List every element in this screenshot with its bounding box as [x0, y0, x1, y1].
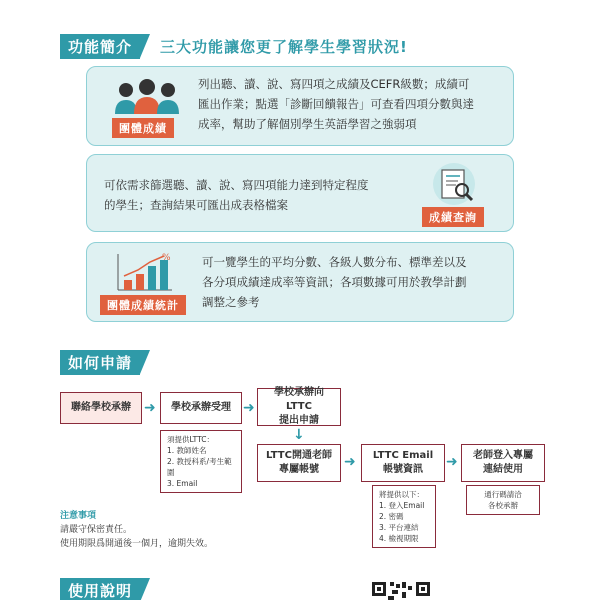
flow-step-contact-school: 聯絡學校承辦 [60, 392, 142, 424]
qr-code-icon [372, 582, 432, 600]
usage-tag: 使用說明 [60, 578, 140, 600]
arrow-right-icon: ➜ [243, 400, 255, 416]
apply-tag: 如何申請 [60, 350, 140, 375]
feature-text-group-scores: 列出聽、讀、說、寫四項之成績及CEFR級數；成績可 匯出作業；點選「診斷回饋報告」可查看四項分數與達 成率，幫助了解個別學生英語學習之強弱項 [198, 77, 474, 131]
note-required-info: 須提供LTTC： 1. 教師姓名 2. 教授科系/考生範圍 3. Email [160, 430, 242, 493]
flow-step-school-applies: 學校承辦向LTTC 提出申請 [257, 388, 341, 426]
features-tag: 功能簡介 [60, 34, 140, 59]
people-icon [112, 76, 182, 116]
badge-group-scores: 團體成績 [112, 118, 174, 138]
badge-group-stats: 團體成績統計 [100, 295, 186, 315]
usage-section-header [60, 578, 140, 600]
arrow-right-icon: ➜ [446, 454, 458, 470]
arrow-down-icon: ↓ [293, 427, 305, 443]
note-passcode: 通行碼請洽 各校承辦 [466, 485, 540, 515]
features-subtitle: 三大功能讓您更了解學生學習狀況! [160, 38, 408, 56]
apply-section-header [60, 350, 140, 375]
feature-text-group-stats: 可一覽學生的平均分數、各級人數分布、標準差以及 各分項成績達成率等資訊；各項數據可用於教學計劃 調整之參考 [202, 255, 467, 309]
features-section-header [60, 34, 408, 59]
notice-validity: 使用期限爲開通後一個月，逾期失效。 [60, 539, 214, 549]
notice-title: 注意事項 [60, 511, 97, 521]
feature-text-score-query: 可依需求篩選聽、讀、說、寫四項能力達到特定程度 的學生；查詢結果可匯出成表格檔案 [104, 178, 369, 212]
flow-step-lttc-opens-account: LTTC開通老師 專屬帳號 [257, 444, 341, 482]
flow-step-lttc-email: LTTC Email 帳號資訊 [361, 444, 445, 482]
notice-confidentiality: 請嚴守保密責任。 [60, 525, 133, 535]
flow-step-school-accepts: 學校承辦受理 [160, 392, 242, 424]
svg-text:%: % [162, 253, 171, 263]
document-search-icon [428, 162, 480, 206]
bar-chart-icon [112, 250, 176, 294]
arrow-right-icon: ➜ [144, 400, 156, 416]
badge-score-query: 成績查詢 [422, 207, 484, 227]
note-provided-info: 將提供以下： 1. 登入Email 2. 密碼 3. 平台連結 4. 檢視期限 [372, 485, 436, 548]
arrow-right-icon: ➜ [344, 454, 356, 470]
flow-step-teacher-login: 老師登入專屬 連結使用 [461, 444, 545, 482]
